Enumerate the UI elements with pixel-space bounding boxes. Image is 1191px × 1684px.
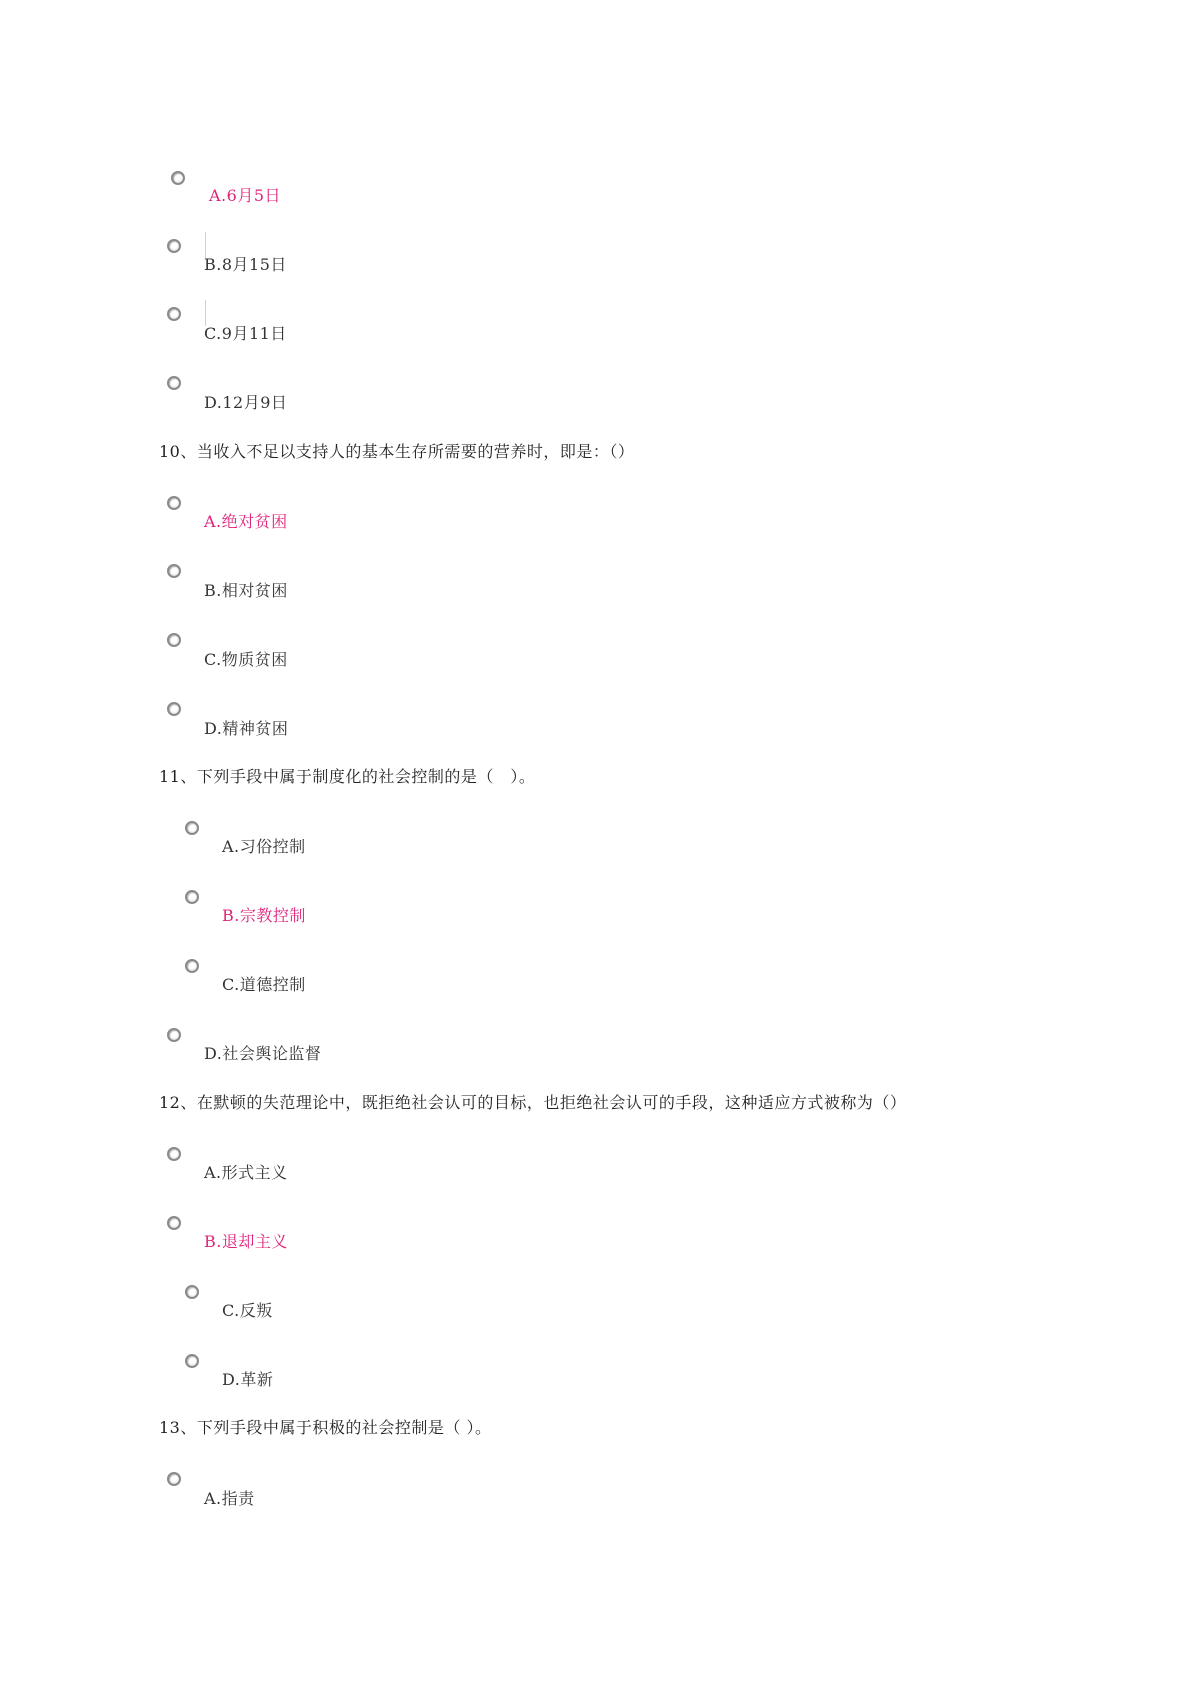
- q9-option-a-label: A.6月5日: [209, 186, 282, 205]
- q12-option-d-label: D.革新: [222, 1370, 274, 1389]
- question-13-text: 13、下列手段中属于积极的社会控制是（ ）。: [159, 1418, 492, 1437]
- q10-option-a-label: A.绝对贫困: [204, 512, 288, 531]
- q9-option-c-radio[interactable]: [167, 307, 181, 321]
- q12-option-a-radio[interactable]: [167, 1147, 181, 1161]
- question-12-text: 12、在默顿的失范理论中，既拒绝社会认可的目标，也拒绝社会认可的手段，这种适应方式被称为（）: [159, 1093, 907, 1112]
- q10-option-b-radio[interactable]: [167, 564, 181, 578]
- q12-option-b-label: B.退却主义: [204, 1232, 288, 1251]
- q12-option-c-radio[interactable]: [185, 1285, 199, 1299]
- q11-option-c-radio[interactable]: [185, 959, 199, 973]
- q11-option-d-radio[interactable]: [167, 1028, 181, 1042]
- q11-option-a-label: A.习俗控制: [222, 837, 306, 856]
- q9-option-d-label: D.12月9日: [204, 393, 288, 412]
- q13-option-a-radio[interactable]: [167, 1472, 181, 1486]
- q10-option-c-label: C.物质贫困: [204, 650, 288, 669]
- q10-option-c-radio[interactable]: [167, 633, 181, 647]
- q11-option-b-radio[interactable]: [185, 890, 199, 904]
- q12-option-d-radio[interactable]: [185, 1354, 199, 1368]
- q9-option-c-label: C.9月11日: [204, 324, 287, 343]
- divider: [205, 300, 206, 326]
- q10-option-a-radio[interactable]: [167, 496, 181, 510]
- question-11-text: 11、下列手段中属于制度化的社会控制的是（ ）。: [159, 767, 536, 786]
- q12-option-a-label: A.形式主义: [204, 1163, 288, 1182]
- q9-option-b-radio[interactable]: [167, 239, 181, 253]
- q11-option-d-label: D.社会舆论监督: [204, 1044, 322, 1063]
- q11-option-b-label: B.宗教控制: [222, 906, 306, 925]
- q13-option-a-label: A.指责: [204, 1489, 255, 1508]
- question-10-text: 10、当收入不足以支持人的基本生存所需要的营养时，即是：（）: [159, 442, 635, 461]
- q11-option-c-label: C.道德控制: [222, 975, 306, 994]
- q9-option-b-label: B.8月15日: [204, 255, 287, 274]
- q9-option-d-radio[interactable]: [167, 376, 181, 390]
- q11-option-a-radio[interactable]: [185, 821, 199, 835]
- q10-option-b-label: B.相对贫困: [204, 581, 288, 600]
- q10-option-d-label: D.精神贫困: [204, 719, 289, 738]
- q12-option-b-radio[interactable]: [167, 1216, 181, 1230]
- q9-option-a-radio[interactable]: [171, 171, 185, 185]
- q12-option-c-label: C.反叛: [222, 1301, 273, 1320]
- q10-option-d-radio[interactable]: [167, 702, 181, 716]
